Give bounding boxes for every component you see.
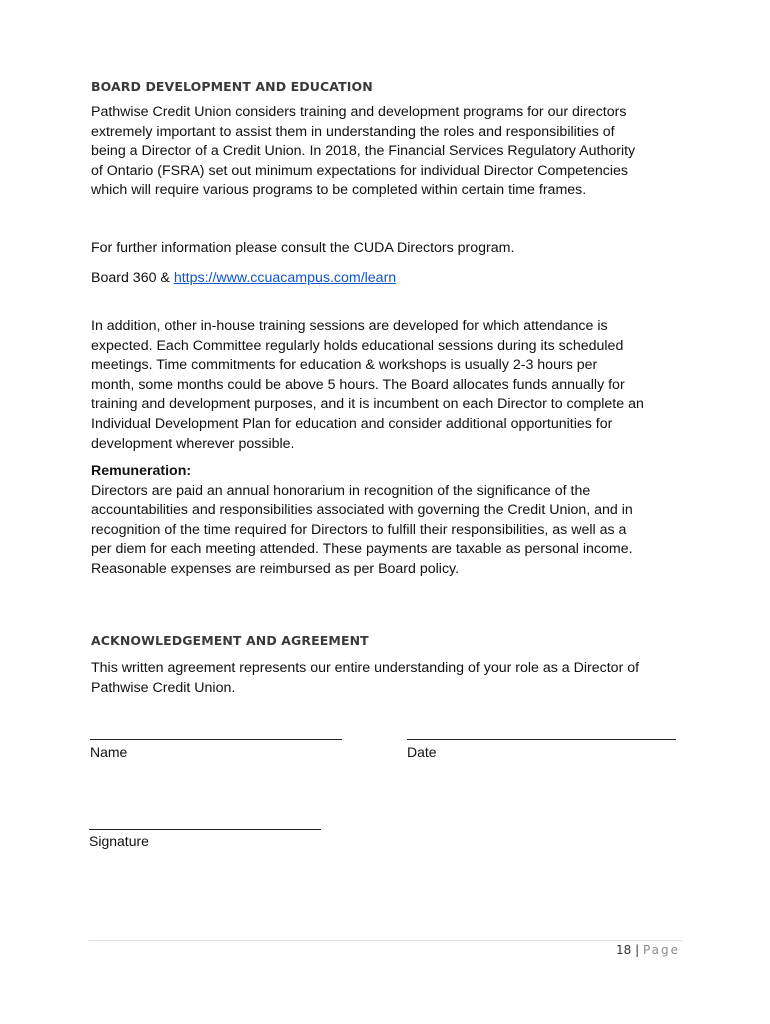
paragraph-line: of Ontario (FSRA) set out minimum expectations for individual Director Competencies xyxy=(91,162,628,179)
acknowledgement-heading: ACKNOWLEDGEMENT AND AGREEMENT xyxy=(91,633,369,648)
paragraph-line: Pathwise Credit Union. xyxy=(91,679,236,696)
acknowledgement-paragraph xyxy=(91,659,691,698)
paragraph-line: development wherever possible. xyxy=(91,435,295,452)
inhouse-training-paragraph xyxy=(91,317,691,454)
page-number: 18 xyxy=(615,943,632,957)
paragraph-line: accountabilities and responsibilities associated with governing the Credit Union, and in xyxy=(91,502,633,519)
board-360-line xyxy=(91,270,396,286)
page-footer xyxy=(600,943,680,957)
name-signature-line[interactable] xyxy=(90,739,342,740)
paragraph-line: recognition of the time required for Directors to fulfill their responsibilities, as well as a xyxy=(91,521,627,538)
further-info-text: For further information please consult the CUDA Directors program. xyxy=(91,240,515,256)
paragraph-line: month, some months could be above 5 hours. The Board allocates funds annually for xyxy=(91,376,625,393)
remuneration-section xyxy=(91,462,691,580)
paragraph-line: which will require various programs to be completed within certain time frames. xyxy=(91,182,587,199)
paragraph-line: meetings. Time commitments for education & workshops is usually 2-3 hours per xyxy=(91,357,598,374)
paragraph-line: Individual Development Plan for education and consider additional opportunities for xyxy=(91,415,613,432)
paragraph-line: Directors are paid an annual honorarium in recognition of the significance of the xyxy=(91,482,591,499)
paragraph-line: Pathwise Credit Union considers training and development programs for our directors xyxy=(91,104,627,120)
paragraph-line: This written agreement represents our entire understanding of your role as a Director of xyxy=(91,660,640,676)
paragraph-line: expected. Each Committee regularly holds educational sessions during its scheduled xyxy=(91,337,624,354)
signature-line[interactable] xyxy=(89,829,321,830)
board-development-paragraph xyxy=(91,103,691,201)
board-development-heading: BOARD DEVELOPMENT AND EDUCATION xyxy=(91,79,373,94)
date-label: Date xyxy=(407,744,437,760)
signature-label: Signature xyxy=(89,833,149,849)
footer-divider xyxy=(89,940,682,941)
paragraph-line: per diem for each meeting attended. These payments are taxable as personal income. xyxy=(91,541,633,558)
paragraph-line: In addition, other in-house training sessions are developed for which attendance is xyxy=(91,318,608,334)
paragraph-line: Reasonable expenses are reimbursed as per Board policy. xyxy=(91,560,460,577)
paragraph-line: training and development purposes, and it is incumbent on each Director to complete an xyxy=(91,396,644,413)
page-word: Page xyxy=(642,943,680,957)
page-separator: | xyxy=(631,943,643,957)
date-signature-line[interactable] xyxy=(407,739,676,740)
ccuacampus-link[interactable]: https://www.ccuacampus.com/learn xyxy=(173,270,397,286)
paragraph-line: extremely important to assist them in understanding the roles and responsibilities of xyxy=(91,123,615,140)
paragraph-line: being a Director of a Credit Union. In 2018, the Financial Services Regulatory Authority xyxy=(91,143,636,160)
remuneration-title: Remuneration: xyxy=(91,463,192,479)
board-360-prefix: Board 360 & xyxy=(91,270,174,286)
name-label: Name xyxy=(90,744,128,760)
